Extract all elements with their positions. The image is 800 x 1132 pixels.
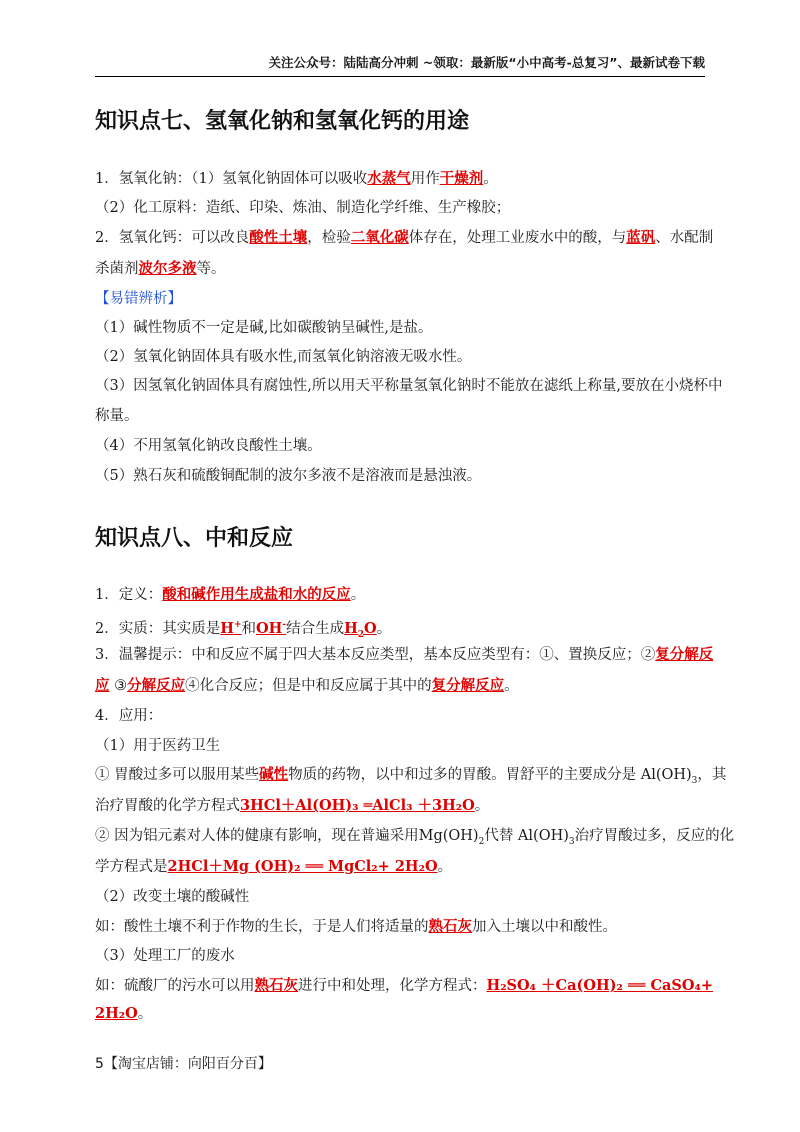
- paragraph-line: 学方程式是2HCl＋Mg (OH)₂ ══ MgCl₂+ 2H₂O。: [95, 858, 453, 875]
- paragraph-line: ② 因为铝元素对人体的健康有影响，现在普遍采用$Mg(OH)_2$代替 $Al(OH)_3$治疗胃酸过多，反应的化: [95, 828, 735, 847]
- paragraph-line: 2．实质：其实质是H+和OH-结合生成$H_2O$。: [95, 619, 392, 640]
- paragraph-line: 1．定义：酸和碱作用生成盐和水的反应。: [95, 586, 366, 603]
- paragraph-line: （5）熟石灰和硫酸铜配制的波尔多液不是溶液而是悬浊液。: [95, 468, 482, 484]
- mistakes-heading: 【易错辨析】: [95, 291, 182, 307]
- paragraph-line: （4）不用氢氧化钠改良酸性土壤。: [95, 438, 322, 454]
- paragraph-line: （2）氢氧化钠固体具有吸水性,而氢氧化钠溶液无吸水性。: [95, 349, 472, 365]
- paragraph-line: 称量。: [95, 408, 139, 424]
- page-footer: 5【淘宝店铺：向阳百分百】: [95, 1056, 272, 1072]
- paragraph-line: 4．应用：: [95, 708, 163, 724]
- paragraph-line: 杀菌剂波尔多液等。: [95, 260, 226, 277]
- paragraph-line: （2）化工原料：造纸、印染、炼油、制造化学纤维、生产橡胶；: [95, 200, 511, 216]
- paragraph-line: 如：酸性土壤不利于作物的生长，于是人们将适量的熟石灰加入土壤以中和酸性。: [95, 918, 617, 935]
- paragraph-line: ① 胃酸过多可以服用某些碱性物质的药物，以中和过多的胃酸。胃舒平的主要成分是 $Al(OH)_3$，其: [95, 766, 727, 786]
- paragraph-line: （3）因氢氧化钠固体具有腐蚀性,所以用天平称量氢氧化钠时不能放在滤纸上称量,要放在小烧杯中: [95, 378, 723, 394]
- paragraph-line: （1）用于医药卫生: [95, 738, 221, 754]
- paragraph-line: 应 ③分解反应④化合反应；但是中和反应属于其中的复分解反应。: [95, 677, 519, 694]
- paragraph-line: 治疗胃酸的化学方程式3HCl＋Al(OH)₃ ═AlCl₃ ＋3H₂O。: [95, 797, 490, 814]
- paragraph-line: 3．温馨提示：中和反应不属于四大基本反应类型，基本反应类型有：①、置换反应；②复分解反: [95, 646, 714, 663]
- paragraph-line: （3）处理工厂的废水: [95, 948, 235, 964]
- paragraph-line: （1）碱性物质不一定是碱,比如碳酸钠呈碱性,是盐。: [95, 320, 433, 336]
- section-7-title: 知识点七、氢氧化钠和氢氧化钙的用途: [95, 109, 470, 134]
- paragraph-line: （2）改变土壤的酸碱性: [95, 889, 250, 905]
- paragraph-line: 如：硫酸厂的污水可以用熟石灰进行中和处理，化学方程式：H₂SO₄ ＋Ca(OH)₂ ══ CaSO₄+: [95, 977, 713, 994]
- page-header: 关注公众号：陆陆高分冲刺 ~领取：最新版“小中高考-总复习”、最新试卷下载: [95, 54, 705, 77]
- paragraph-line: 1．氢氧化钠：（1）氢氧化钠固体可以吸收水蒸气用作干燥剂。: [95, 170, 498, 187]
- section-8-title: 知识点八、中和反应: [95, 526, 294, 551]
- paragraph-line: 2．氢氧化钙：可以改良酸性土壤，检验二氧化碳体存在，处理工业废水中的酸，与蓝矾、水配制: [95, 229, 714, 246]
- paragraph-line: 2H₂O。: [95, 1005, 153, 1022]
